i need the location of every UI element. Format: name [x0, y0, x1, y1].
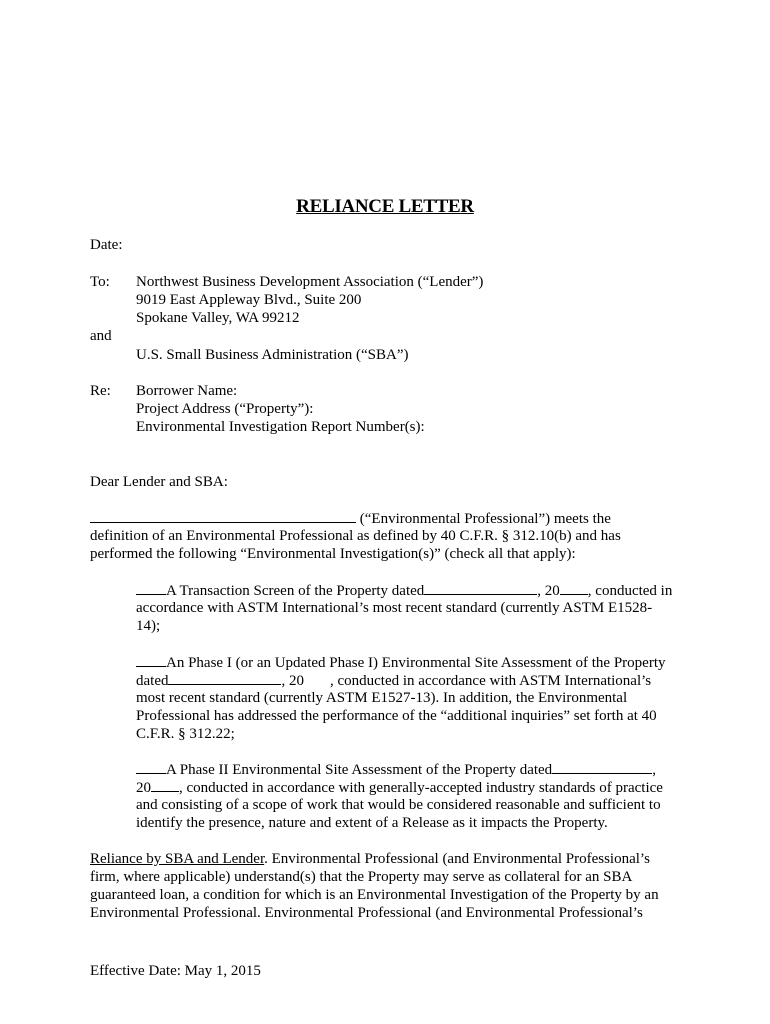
date-blank-option-3[interactable] — [552, 760, 652, 774]
intro-line-1: (“Environmental Professional”) meets the — [90, 509, 611, 528]
option-2-line-3: most recent standard (currently ASTM E1527-13). In addition, the Environmental — [136, 690, 628, 706]
lender-name: Northwest Business Development Association (“Lender”) — [136, 274, 484, 290]
check-blank-option-1[interactable] — [136, 581, 166, 595]
borrower-name-label: Borrower Name: — [136, 383, 238, 399]
project-address-label: Project Address (“Property”): — [136, 401, 314, 417]
report-number-label: Environmental Investigation Report Number(s): — [136, 419, 425, 435]
option-2-line-5: C.F.R. § 312.22; — [136, 726, 235, 742]
and-label: and — [90, 328, 112, 344]
date-blank-option-1[interactable] — [424, 581, 537, 595]
check-blank-option-2[interactable] — [136, 653, 166, 667]
reliance-line-4: Environmental Professional. Environmental Professional (and Environmental Professional’s — [90, 905, 643, 921]
option-1-line-2: accordance with ASTM International’s most recent standard (currently ASTM E1528- — [136, 600, 653, 616]
option-3-line-3: and consisting of a scope of work that would be considered reasonable and sufficient to — [136, 797, 661, 813]
salutation: Dear Lender and SBA: — [90, 474, 228, 490]
environmental-professional-blank[interactable] — [90, 509, 356, 523]
option-phase-1: An Phase I (or an Updated Phase I) Environmental Site Assessment of the Property — [136, 653, 665, 672]
option-3-line-2: 20 , conducted in accordance with generally-accepted industry standards of practice — [136, 780, 663, 796]
option-2-line-4: Professional has addressed the performance of the “additional inquiries” set forth at 40 — [136, 708, 657, 724]
page-title: RELIANCE LETTER — [296, 196, 474, 217]
re-label: Re: — [90, 383, 111, 399]
option-transaction-screen: A Transaction Screen of the Property dated , 20 , conducted in — [136, 581, 672, 600]
sba-line: U.S. Small Business Administration (“SBA”) — [136, 347, 409, 363]
option-phase-2: A Phase II Environmental Site Assessment of the Property dated , — [136, 760, 656, 779]
date-blank-option-2[interactable] — [168, 671, 281, 685]
year-blank-option-1[interactable] — [560, 581, 588, 595]
lender-street: 9019 East Appleway Blvd., Suite 200 — [136, 292, 362, 308]
reliance-line-3: guaranteed loan, a condition for which is an Environmental Investigation of the Property by an — [90, 887, 659, 903]
option-1-line-3: 14); — [136, 618, 161, 634]
intro-line-2: definition of an Environmental Professional as defined by 40 C.F.R. § 312.10(b) and has — [90, 528, 621, 544]
year-blank-option-3[interactable] — [151, 778, 179, 792]
intro-line-3: performed the following “Environmental Investigation(s)” (check all that apply): — [90, 546, 576, 562]
reliance-heading: Reliance by SBA and Lender — [90, 851, 265, 867]
date-label: Date: — [90, 237, 123, 253]
option-3-line-4: identify the presence, nature and extent of a Release as it impacts the Property. — [136, 815, 608, 831]
lender-city: Spokane Valley, WA 99212 — [136, 310, 300, 326]
to-label: To: — [90, 274, 110, 290]
reliance-line-1: Reliance by SBA and Lender. Environmental Professional (and Environmental Professional’s — [90, 851, 650, 867]
option-2-line-2: dated , 20 , conducted in accordance with ASTM International’s — [136, 673, 652, 689]
reliance-line-2: firm, where applicable) understand(s) that the Property may serve as collateral for an SBA — [90, 869, 633, 885]
check-blank-option-3[interactable] — [136, 760, 166, 774]
footer-effective-date: Effective Date: May 1, 2015 — [90, 963, 261, 979]
